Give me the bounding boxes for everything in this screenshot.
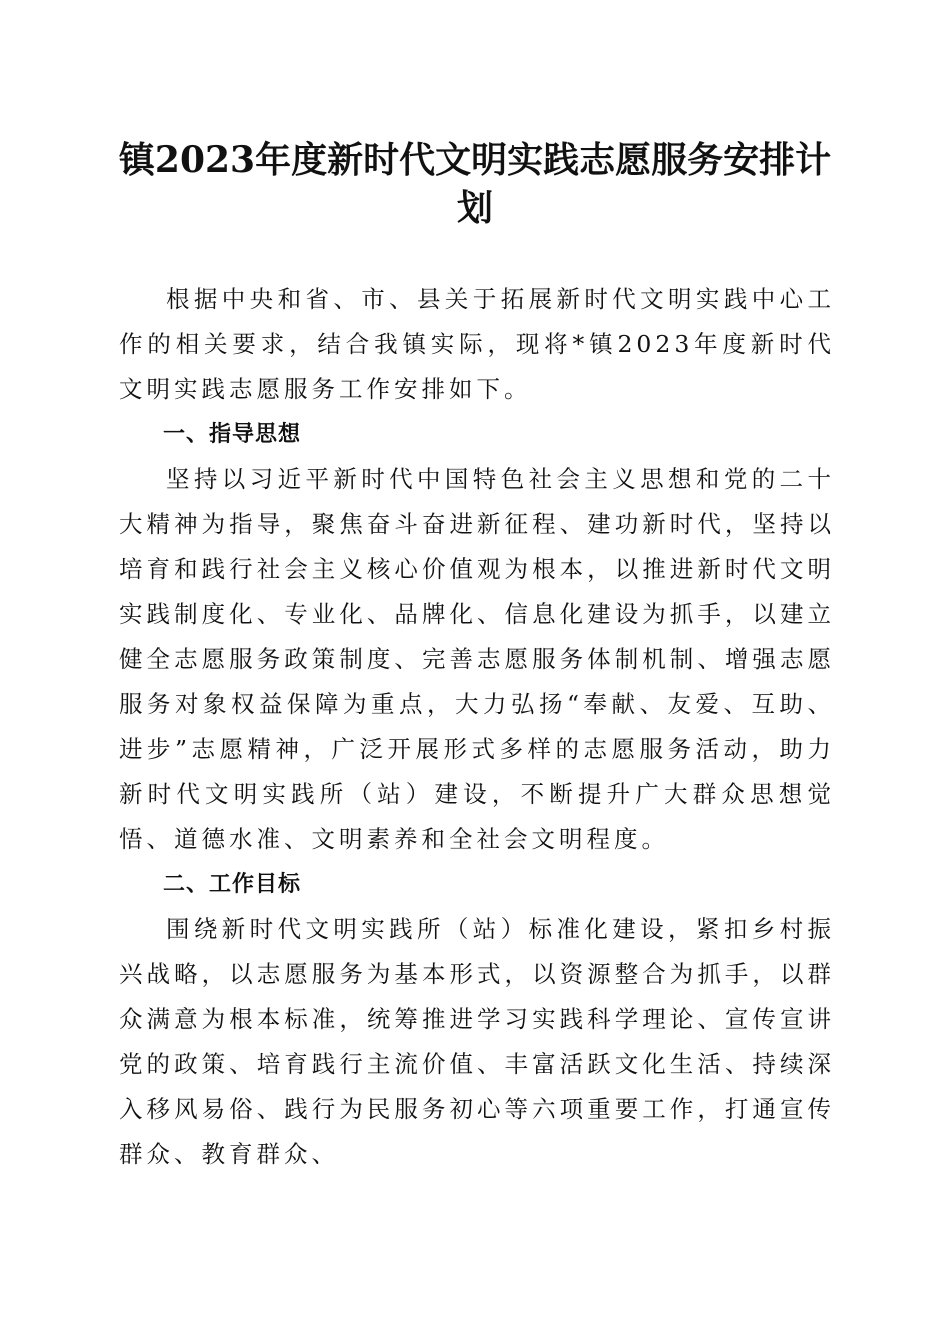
document-title: 镇2023年度新时代文明实践志愿服务安排计划 bbox=[118, 139, 832, 229]
section-heading-guiding-ideology: 一、指导思想 bbox=[163, 422, 302, 447]
intro-paragraph: 根据中央和省、市、县关于拓展新时代文明实践中心工作的相关要求，结合我镇实际，现将*镇2023年度新时代文明实践志愿服务工作安排如下。 bbox=[119, 285, 835, 403]
section-heading-work-goals: 二、工作目标 bbox=[163, 872, 302, 897]
section-paragraph-guiding-ideology: 坚持以习近平新时代中国特色社会主义思想和党的二十大精神为指导，聚焦奋斗奋进新征程、建功新时代，坚持以培育和践行社会主义核心价值观为根本，以推进新时代文明实践制度化、专业化、品牌化、信息化建设为抓手，以建立健全志愿服务政策制度、完善志愿服务体制机制、增强志愿服务对象权益保障为重点，大力弘扬“奉献、友爱、互助、进步”志愿精神，广泛开展形式多样的志愿服务活动，助力新时代文明实践所（站）建设，不断提升广大群众思想觉悟、道德水准、文明素养和全社会文明程度。 bbox=[119, 465, 835, 853]
document-body bbox=[119, 277, 835, 1177]
section-paragraph-work-goals: 围绕新时代文明实践所（站）标准化建设，紧扣乡村振兴战略，以志愿服务为基本形式，以资源整合为抓手，以群众满意为根本标准，统筹推进学习实践科学理论、宣传宣讲党的政策、培育践行主流价值、丰富活跃文化生活、持续深入移风易俗、践行为民服务初心等六项重要工作，打通宣传群众、教育群众、 bbox=[119, 915, 835, 1168]
